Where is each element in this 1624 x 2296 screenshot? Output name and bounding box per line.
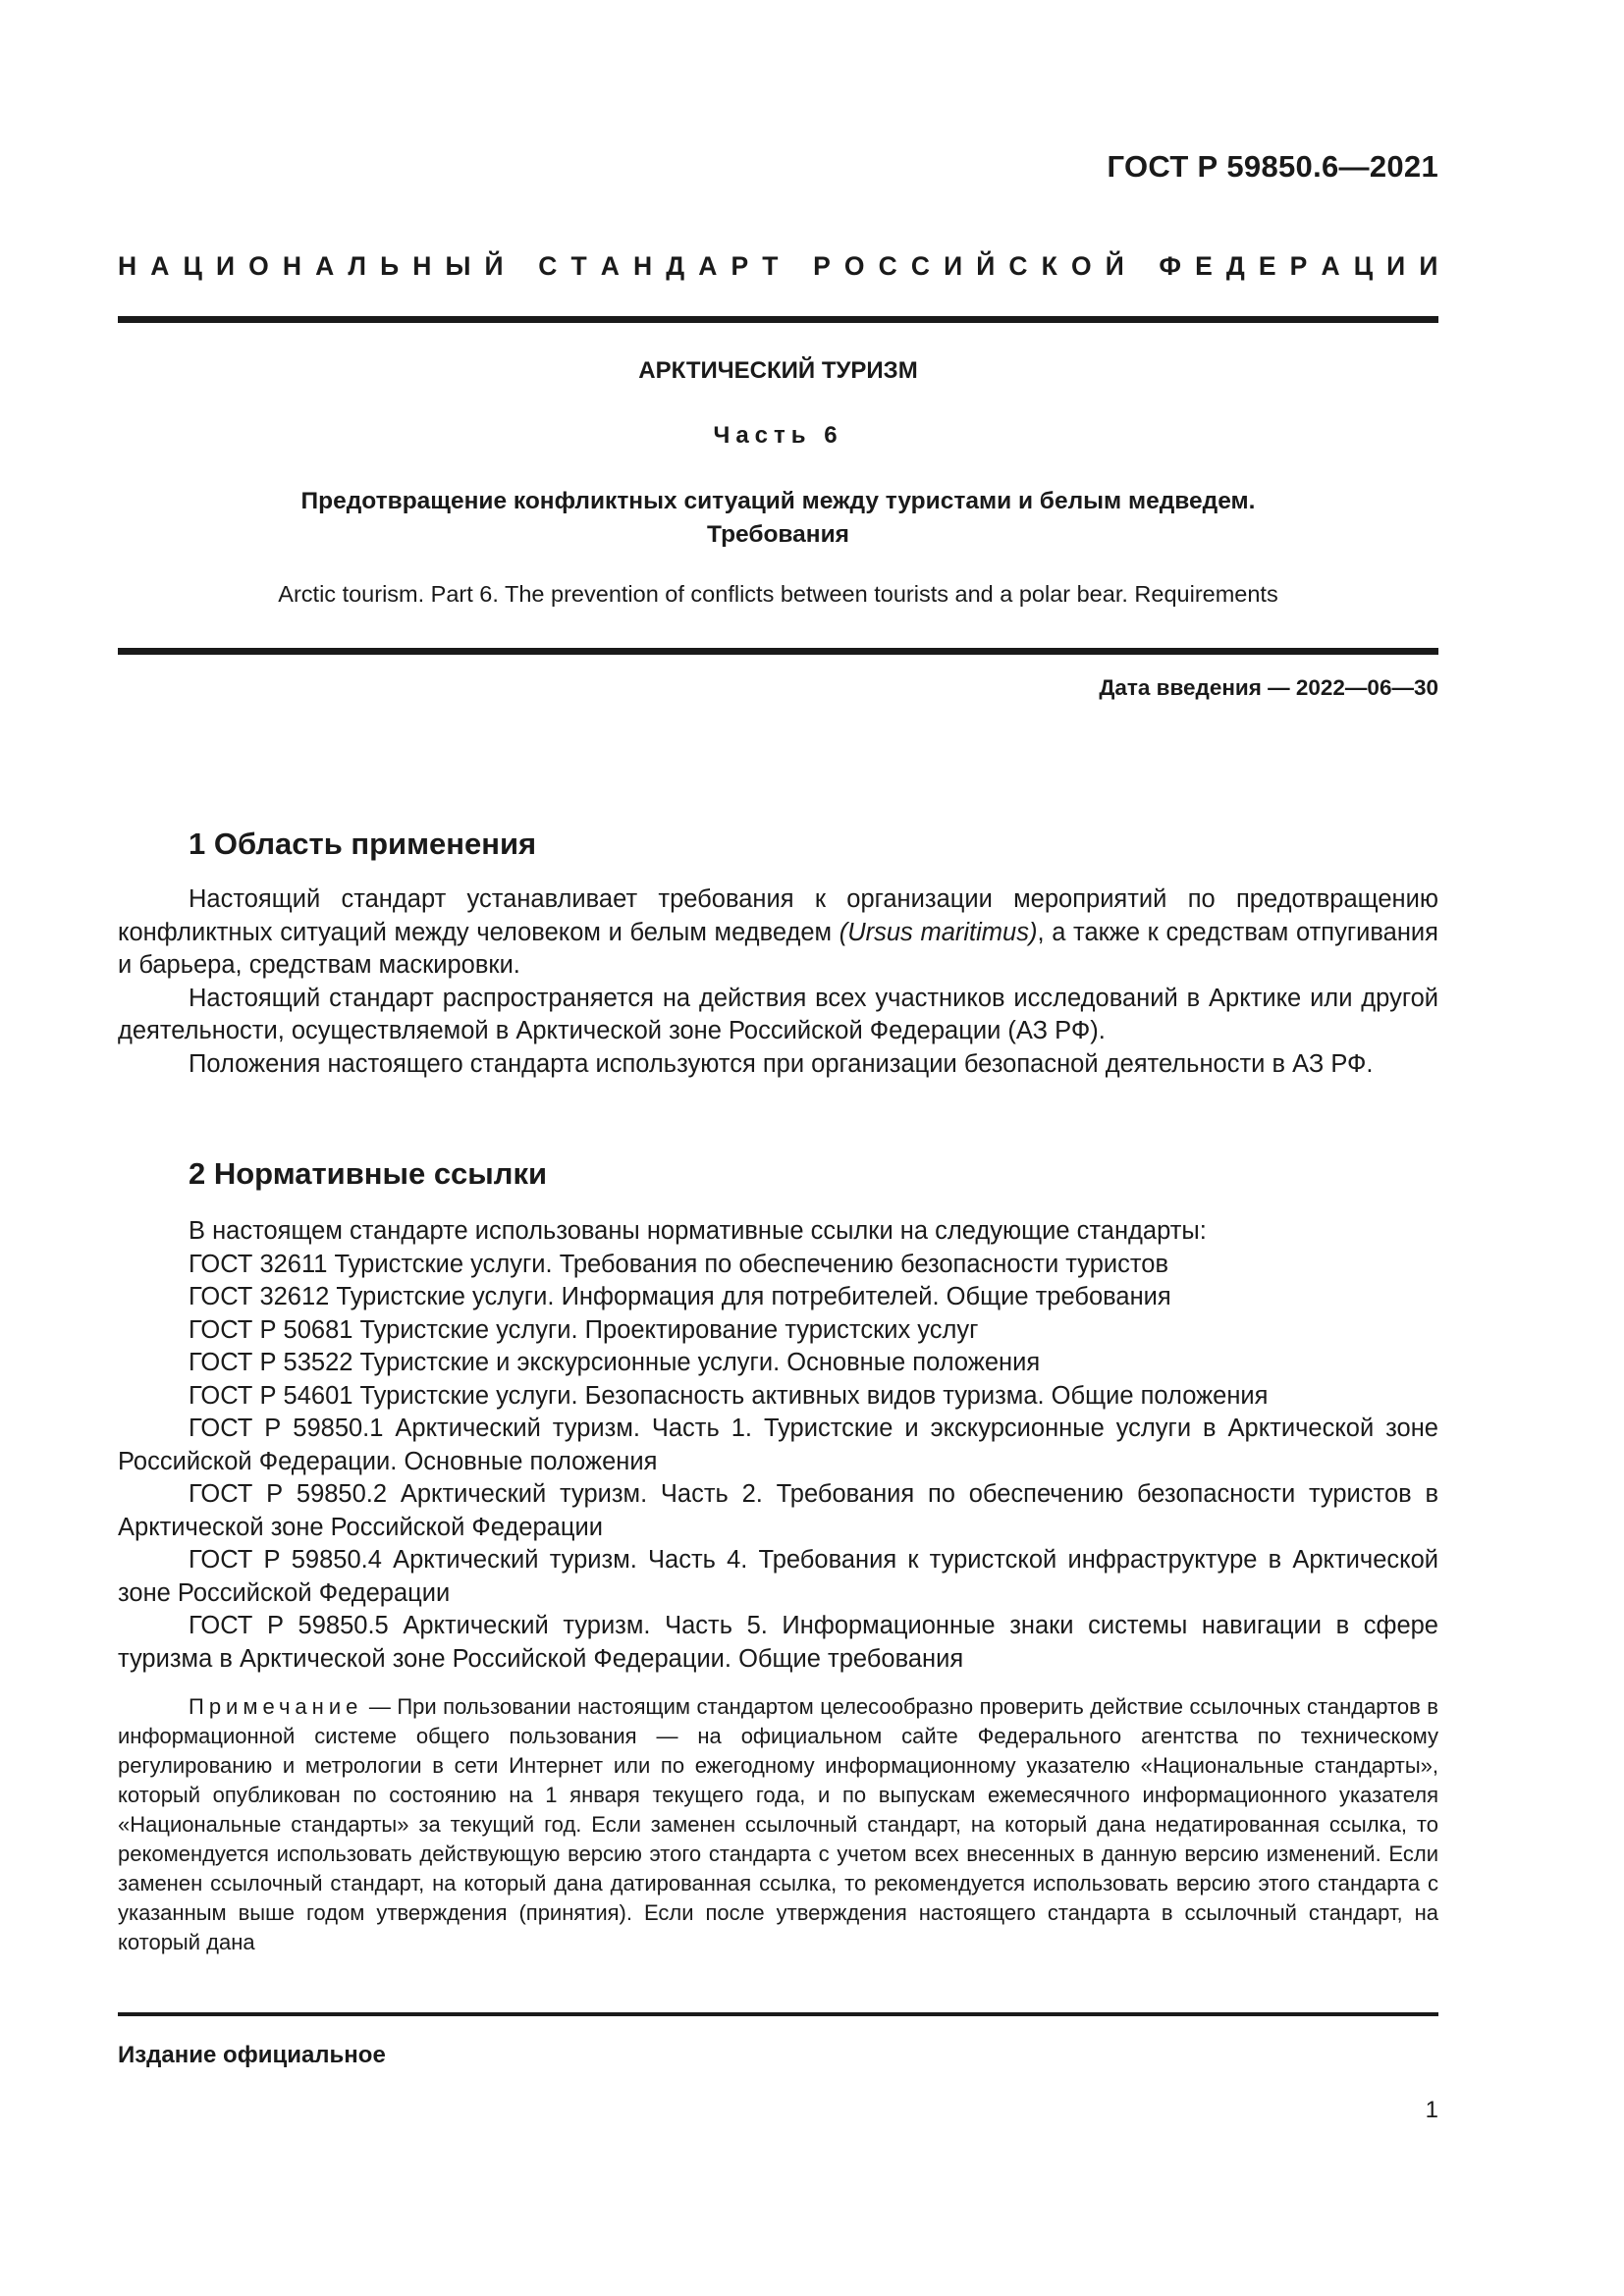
header-letter: Д	[1225, 251, 1245, 281]
scope-paragraph-1	[118, 883, 1438, 983]
reference-item: ГОСТ Р 59850.2 Арктический туризм. Часть 2. Требования по обеспечению безопасности туристов в Арктической зоне Российской Федерации	[118, 1480, 1438, 1541]
document-title: АРКТИЧЕСКИЙ ТУРИЗМ	[638, 357, 918, 384]
header-letter: О	[1070, 251, 1092, 281]
header-letter: Т	[762, 251, 779, 281]
header-letter: Н	[632, 251, 653, 281]
national-standard-header	[118, 251, 1438, 282]
header-letter: Ц	[1353, 251, 1374, 281]
introduction-date: Дата введения — 2022—06—30	[1099, 675, 1438, 700]
header-letter: И	[1386, 251, 1406, 281]
scope-paragraph-2: Настоящий стандарт распространяется на действия всех участников исследований в Арктике или другой деятельности, осуществляемой в Арктической зоне Российской Федерации (АЗ РФ).	[118, 984, 1438, 1044]
header-letter: И	[215, 251, 236, 281]
scope-paragraph-3: Положения настоящего стандарта используются при организации безопасной деятельности в АЗ РФ.	[189, 1049, 1374, 1078]
document-subtitle	[118, 485, 1438, 552]
header-letter: С	[910, 251, 930, 281]
header-letter: А	[600, 251, 620, 281]
footer-divider	[118, 2012, 1438, 2016]
page-number: 1	[1425, 2097, 1438, 2123]
section-2-heading: 2 Нормативные ссылки	[189, 1156, 548, 1191]
header-letter: Н	[412, 251, 432, 281]
header-letter: А	[150, 251, 170, 281]
official-edition-label: Издание официальное	[118, 2042, 386, 2068]
reference-item: ГОСТ Р 59850.4 Арктический туризм. Часть 4. Требования к туристской инфраструктуре в Арктической зоне Российской Федерации	[118, 1546, 1438, 1607]
document-part: Часть 6	[713, 422, 843, 449]
header-divider	[118, 316, 1438, 323]
header-letter: Ц	[183, 251, 202, 281]
subtitle-line-2: Требования	[707, 521, 849, 548]
header-letter: Л	[348, 251, 366, 281]
references-intro: В настоящем стандарте использованы нормативные ссылки на следующие стандарты:	[189, 1217, 1207, 1245]
header-letter: Й	[976, 251, 996, 281]
reference-item: ГОСТ Р 59850.1 Арктический туризм. Часть 1. Туристские и экскурсионные услуги в Арктической зоне Российской Федерации. Основные положения	[118, 1415, 1438, 1475]
note-text: — При пользовании настоящим стандартом целесообразно проверить действие ссылочных стандартов в информационной системе общего пользования — на официальном сайте Федерального агентства по техническому регулированию и метрологии в сети Интернет или по ежегодному информационному указателю «Национальные стандарты», который опубликован по состоянию на 1 января текущего года, и по выпускам ежемесячного информационного указателя «Национальные стандарты» за текущий год. Если заменен ссылочный стандарт, на который дана недатированная ссылка, то рекомендуется использовать действующую версию этого стандарта с учетом всех внесенных в данную версию изменений. Если заменен ссылочный стандарт, на который дана датированная ссылка, то рекомендуется использовать версию этого стандарта с указанным выше годом утверждения (принятия). Если после утверждения настоящего стандарта в ссылочный стандарт, на который дана	[118, 1694, 1438, 1954]
header-letter	[1138, 251, 1145, 282]
scope-p1-text: Настоящий стандарт устанавливает требования к организации мероприятий по предотвращению конфликтных ситуаций между человеком и белым медведем	[118, 885, 1438, 946]
header-letter: Р	[813, 251, 831, 281]
section-1-body	[118, 883, 1438, 1081]
header-letter: Р	[731, 251, 749, 281]
header-letter	[792, 251, 799, 282]
header-letter: А	[1321, 251, 1340, 281]
note-paragraph	[118, 1692, 1438, 1957]
english-title: Arctic tourism. Part 6. The prevention of conflicts between tourists and a polar bear. Requirements	[278, 581, 1278, 607]
header-letter: Й	[484, 251, 504, 281]
header-letter: С	[1008, 251, 1028, 281]
subtitle-line-1: Предотвращение конфликтных ситуаций между туристами и белым медведем.	[300, 488, 1256, 514]
references-note	[118, 1692, 1438, 1957]
header-letter: Н	[118, 251, 137, 281]
note-label: Примечание	[189, 1694, 363, 1719]
reference-item: ГОСТ 32611 Туристские услуги. Требования по обеспечению безопасности туристов	[189, 1250, 1169, 1278]
section-2-body	[118, 1215, 1438, 1676]
header-letter: Н	[282, 251, 301, 281]
header-letter: И	[944, 251, 963, 281]
reference-item: ГОСТ Р 50681 Туристские услуги. Проектирование туристских услуг	[189, 1315, 979, 1344]
reference-item: ГОСТ Р 59850.5 Арктический туризм. Часть 5. Информационные знаки системы навигации в сфере туризма в Арктической зоне Российской Федерации. Общие требования	[118, 1612, 1438, 1673]
reference-item: ГОСТ 32612 Туристские услуги. Информация для потребителей. Общие требования	[189, 1283, 1171, 1310]
header-letter: К	[1041, 251, 1057, 281]
header-letter: Д	[666, 251, 685, 281]
header-letter: А	[698, 251, 718, 281]
header-letter: И	[1419, 251, 1438, 281]
header-letter: Е	[1195, 251, 1213, 281]
header-letter: С	[878, 251, 897, 281]
title-divider	[118, 648, 1438, 655]
latin-species-name: (Ursus maritimus)	[839, 918, 1038, 946]
header-letter: Т	[570, 251, 587, 281]
standard-designation: ГОСТ Р 59850.6—2021	[1107, 149, 1438, 184]
section-1-heading: 1 Область применения	[189, 827, 537, 861]
header-letter: Ь	[380, 251, 400, 281]
header-letter: О	[248, 251, 269, 281]
scope-p1-text-end: , а также к средствам отпугивания и барьера, средствам маскировки.	[118, 918, 1438, 979]
header-letter: Й	[1105, 251, 1124, 281]
header-letter	[517, 251, 524, 282]
header-letter: Р	[1289, 251, 1308, 281]
header-letter: А	[315, 251, 335, 281]
header-letter: О	[843, 251, 865, 281]
header-letter: С	[538, 251, 558, 281]
header-letter: Ы	[445, 251, 471, 281]
header-letter: Е	[1258, 251, 1276, 281]
header-letter: Ф	[1159, 251, 1181, 281]
reference-item: ГОСТ Р 54601 Туристские услуги. Безопасность активных видов туризма. Общие положения	[189, 1381, 1269, 1410]
reference-item: ГОСТ Р 53522 Туристские и экскурсионные услуги. Основные положения	[189, 1349, 1041, 1376]
